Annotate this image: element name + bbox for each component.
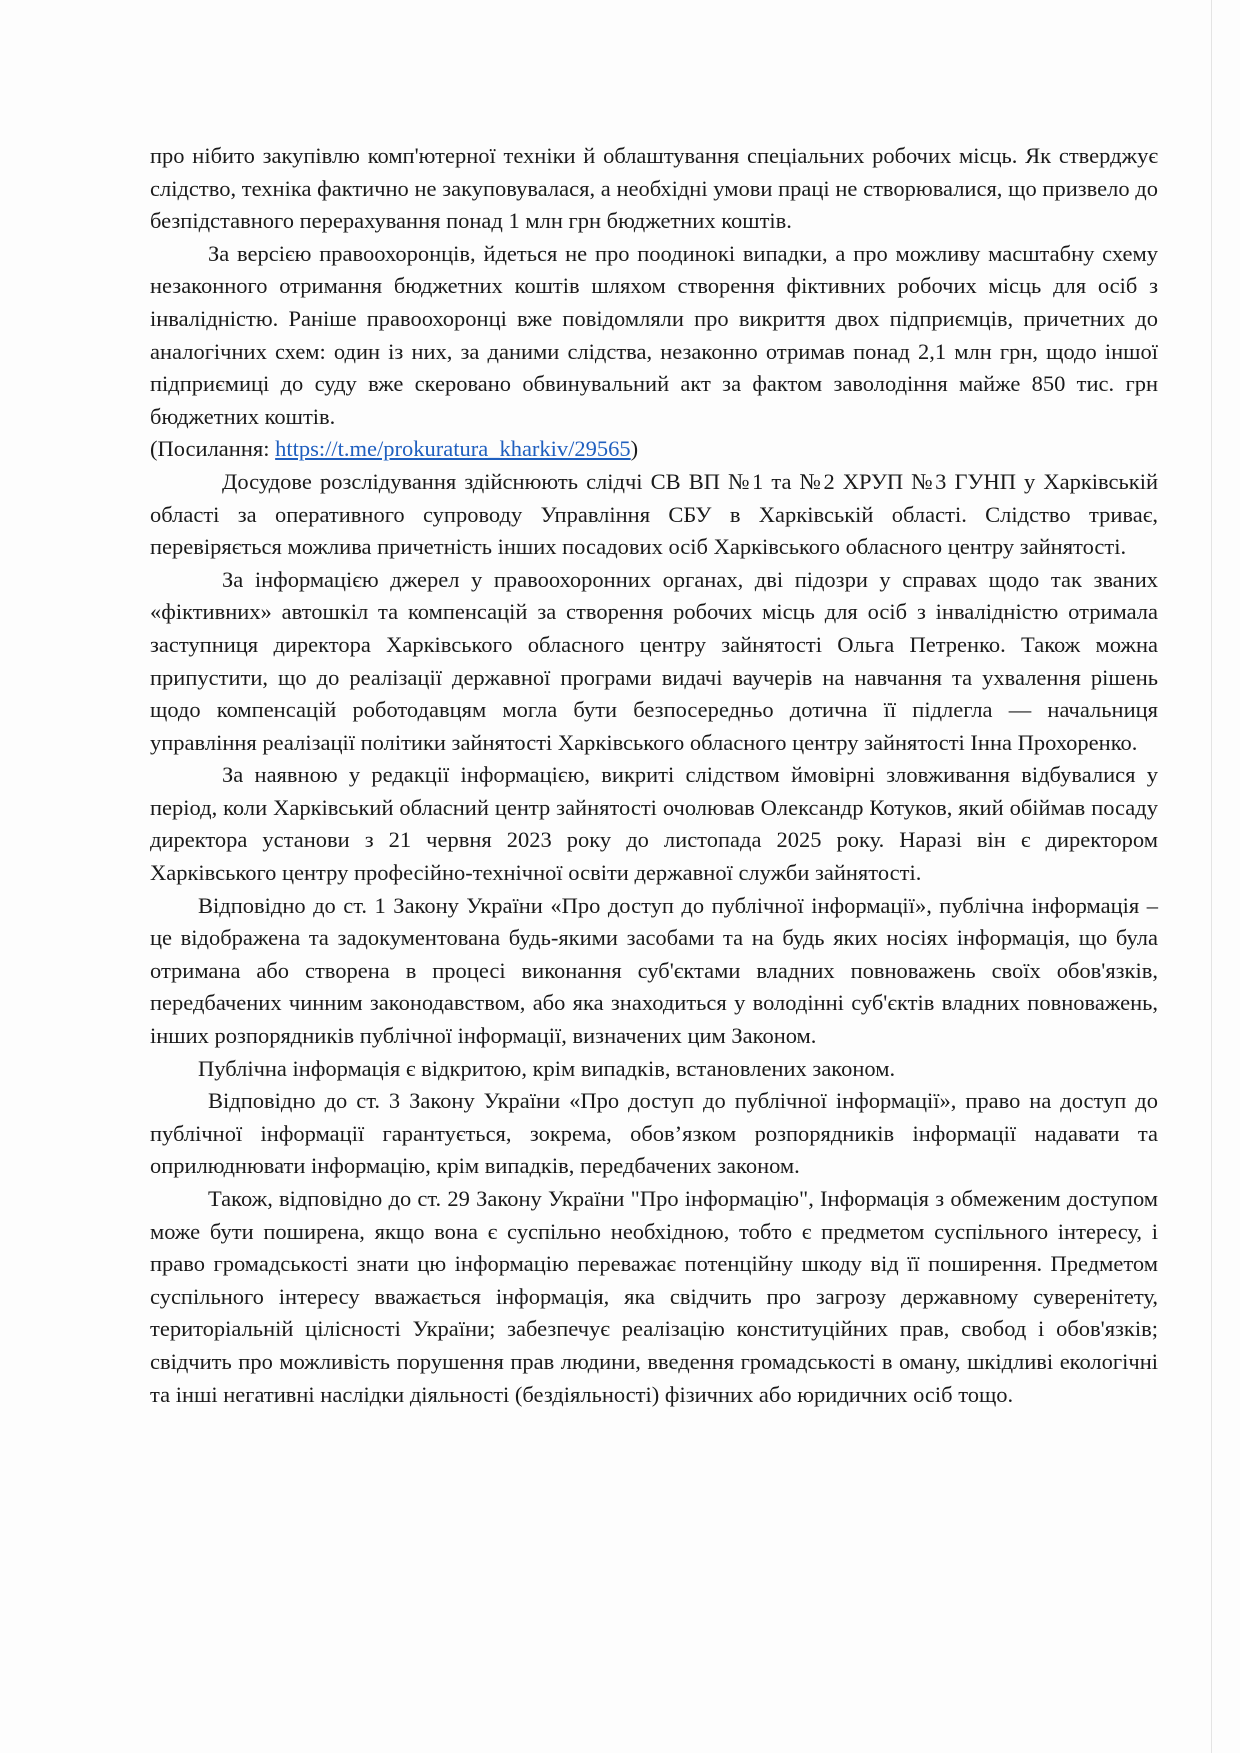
source-link[interactable]: https://t.me/prokuratura_kharkiv/29565 [275, 436, 631, 462]
paragraph-suspicions: За інформацією джерел у правоохоронних органах, дві підозри у справах щодо так званих «фіктивних» автошкіл та компенсацій за створення робочих місць для осіб з інвалідністю отримала заступниця директора Харківського обласного центру зайнятості Ольга Петренко. Також можна припустити, що до реалізації державної програми видачі ваучерів на навчання та ухвалення рішень щодо компенсацій роботодавцям могла бути безпосередньо дотична її підлегла — начальниця управління реалізації політики зайнятості Харківського обласного центру зайнятості Інна Прохоренко. [150, 566, 1158, 755]
document-body [150, 140, 1158, 1411]
source-link-suffix: ) [630, 436, 639, 462]
page-edge-divider [1211, 0, 1212, 1753]
paragraph-source-link [150, 433, 1158, 466]
paragraph-director-period: За наявною у редакції інформацією, викриті слідством ймовірні зловживання відбувалися у період, коли Харківський обласний центр зайнятості очолював Олександр Котуков, який обіймав посаду директора установи з 21 червня 2023 року до листопада 2025 року. Наразі він є директором Харківського центру професійно-технічної освіти державної служби зайнятості. [150, 762, 1158, 886]
paragraph-scheme-version: За версією правоохоронців, йдеться не про поодинокі випадки, а про можливу масштабну схему незаконного отримання бюджетних коштів шляхом створення фіктивних робочих місць для осіб з інвалідністю. Раніше правоохоронці вже повідомляли про викриття двох підприємців, причетних до аналогічних схем: один із них, за даними слідства, незаконно отримав понад 2,1 млн грн, щодо іншої підприємиці до суду вже скеровано обвинувальний акт за фактом заволодіння майже 850 тис. грн бюджетних коштів. [150, 240, 1158, 429]
paragraph-law-article-3: Відповідно до ст. 3 Закону України «Про доступ до публічної інформації», право на доступ до публічної інформації гарантується, зокрема, обов’язком розпорядників інформації надавати та оприлюднювати інформацію, крім випадків, передбачених законом. [150, 1088, 1158, 1179]
paragraph-law-article-29: Також, відповідно до ст. 29 Закону України "Про інформацію", Інформація з обмеженим доступом може бути поширена, якщо вона є суспільно необхідною, тобто є предметом суспільного інтересу, і право громадськості знати цю інформацію переважає потенційну шкоду від її поширення. Предметом суспільного інтересу вважається інформація, яка свідчить про загрозу державному суверенітету, територіальній цілісності України; забезпечує реалізацію конституційних прав, свобод і обов'язків; свідчить про можливість порушення прав людини, введення громадськості в оману, шкідливі екологічні та інші негативні наслідки діяльності (бездіяльності) фізичних або юридичних осіб тощо. [150, 1186, 1158, 1407]
source-link-prefix: (Посилання: [150, 436, 276, 462]
paragraph-public-info-open: Публічна інформація є відкритою, крім випадків, встановлених законом. [198, 1055, 896, 1081]
paragraph-law-article-1: Відповідно до ст. 1 Закону України «Про доступ до публічної інформації», публічна інформація – це відображена та задокументована будь-якими засобами та на будь яких носіях інформація, що була отримана або створена в процесі виконання суб'єктами владних повноважень своїх обов'язків, передбачених чинним законодавством, або яка знаходиться у володінні суб'єктів владних повноважень, інших розпорядників публічної інформації, визначених цим Законом. [150, 892, 1158, 1049]
paragraph-continuation: про нібито закупівлю комп'ютерної техніки й облаштування спеціальних робочих місць. Як стверджує слідство, техніка фактично не закуповувалася, а необхідні умови праці не створювалися, що призвело до безпідставного перерахування понад 1 млн грн бюджетних коштів. [150, 143, 1158, 234]
paragraph-investigation: Досудове розслідування здійснюють слідчі СВ ВП №1 та №2 ХРУП №3 ГУНП у Харківській області за оперативного супроводу Управління СБУ в Харківській області. Слідство триває, перевіряється можлива причетність інших посадових осіб Харківського обласного центру зайнятості. [150, 468, 1158, 560]
